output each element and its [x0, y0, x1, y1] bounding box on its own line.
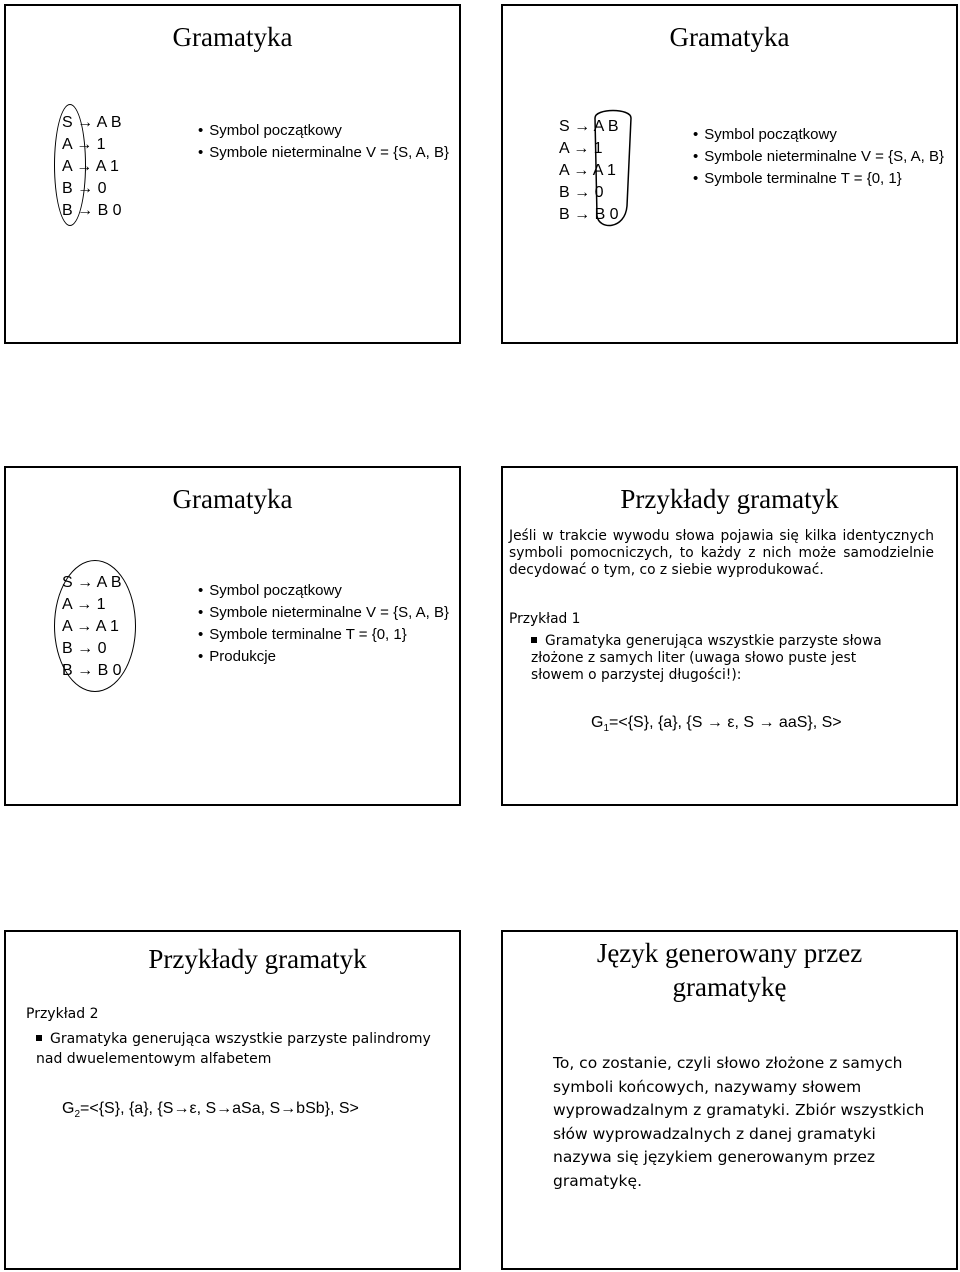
formula-subscript: 2 — [74, 1109, 81, 1121]
slide-title: Przykłady gramatyk — [620, 484, 839, 514]
definition-line: słów wyprowadzalnych z danej gramatyki — [553, 1124, 876, 1143]
definition-line: gramatykę. — [553, 1171, 642, 1190]
production: B → B 0 — [559, 206, 619, 223]
bullet-item: • Symbole nieterminalne V = {S, A, B} — [198, 602, 449, 624]
production: S → A B — [62, 574, 122, 591]
square-bullet-icon — [531, 637, 537, 643]
slide-6 — [501, 930, 958, 1270]
bullet-list — [198, 120, 449, 164]
production: A → A 1 — [559, 162, 616, 179]
bullet-item: • Symbol początkowy — [198, 120, 449, 142]
production: A → A 1 — [62, 618, 119, 635]
bullet-item: • Symbole terminalne T = {0, 1} — [693, 168, 944, 190]
bullet-item: • Symbol początkowy — [198, 580, 449, 602]
production: B → B 0 — [62, 202, 122, 219]
production: B → B 0 — [62, 662, 122, 679]
productions-list — [62, 572, 122, 682]
slide-title: Gramatyka — [172, 22, 293, 52]
bullet-item: • Symbole terminalne T = {0, 1} — [198, 624, 449, 646]
square-bullet-icon — [36, 1035, 42, 1041]
bullet-item: • Symbole nieterminalne V = {S, A, B} — [693, 146, 944, 168]
production: A → A 1 — [62, 158, 119, 175]
production: B → 0 — [62, 640, 107, 657]
example-label: Przykład 1 — [509, 611, 581, 627]
definition-line: symboli końcowych, nazywamy słowem — [553, 1077, 862, 1096]
example-item — [36, 1029, 456, 1069]
production: A → 1 — [62, 136, 106, 153]
productions-list — [559, 116, 619, 226]
definition-line: nazywa się językiem generowanym przez — [553, 1148, 876, 1166]
bullet-item: • Produkcje — [198, 646, 449, 668]
slide-title: Gramatyka — [172, 484, 293, 514]
production: A → 1 — [62, 596, 106, 613]
slide-title-line-2: gramatykę — [672, 972, 787, 1002]
formula-symbol: G — [591, 714, 604, 731]
intro-paragraph: Jeśli w trakcie wywodu słowa pojawia się kilka identycznych symboli pomocniczych, to każdy z nich może samodzielnie decydować o tym, co z siebie wyprodukować. — [509, 528, 934, 578]
definition-paragraph — [553, 1052, 924, 1193]
production: B → 0 — [62, 180, 107, 197]
definition-line: To, co zostanie, czyli słowo złożone z samych — [553, 1054, 903, 1072]
slide-3 — [4, 466, 461, 806]
grammar-formula — [591, 714, 842, 734]
formula-symbol: G — [62, 1100, 75, 1117]
example-label: Przykład 2 — [26, 1006, 99, 1022]
productions-list — [62, 112, 122, 222]
bullet-item: • Symbol początkowy — [693, 124, 944, 146]
slide-title: Gramatyka — [669, 22, 790, 52]
bullet-list — [198, 580, 449, 668]
slide-2 — [501, 4, 958, 344]
slide-title-line-1: Język generowany przez — [596, 938, 863, 968]
slide-5 — [4, 930, 461, 1270]
production: S → A B — [559, 118, 619, 135]
slide-1 — [4, 4, 461, 344]
bullet-list — [693, 124, 944, 190]
slide-4 — [501, 466, 958, 806]
production: B → 0 — [559, 184, 604, 201]
formula-body: =<{S}, {a}, {S → ε, S → aaS}, S> — [609, 714, 842, 731]
production: A → 1 — [559, 140, 603, 157]
grammar-formula — [62, 1100, 359, 1120]
example-text: Gramatyka generująca wszystkie parzyste słowa złożone z samych liter (uwaga słowo puste jest słowem o parzystej długości!): — [531, 633, 882, 683]
production: S → A B — [62, 114, 122, 131]
example-item — [531, 633, 889, 684]
formula-body: =<{S}, {a}, {S→ε, S→aSa, S→bSb}, S> — [80, 1100, 359, 1117]
bullet-item: • Symbole nieterminalne V = {S, A, B} — [198, 142, 449, 164]
formula-subscript: 1 — [603, 723, 610, 735]
slide-title: Przykłady gramatyk — [148, 944, 367, 974]
example-text: Gramatyka generująca wszystkie parzyste palindromy nad dwuelementowym alfabetem — [36, 1031, 431, 1067]
definition-line: wyprowadzalnym z gramatyki. Zbiór wszystkich — [553, 1101, 925, 1119]
